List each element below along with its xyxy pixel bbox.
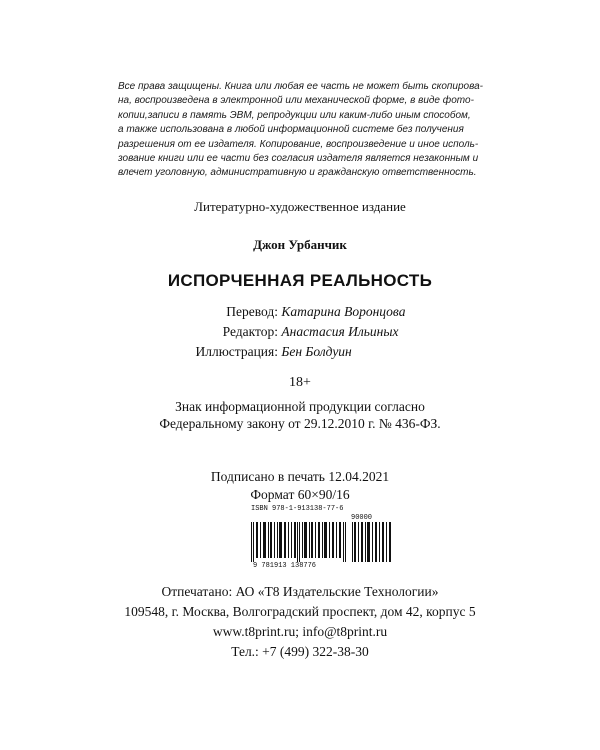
printer-name: Отпечатано: АО «Т8 Издательские Технологии» (161, 584, 439, 599)
paper-format: Формат 60×90/16 (250, 487, 350, 502)
isbn-barcode (251, 505, 393, 571)
copyright-line: а также использована в любой информационной системе без получения (118, 124, 464, 136)
age-rating: 18+ (289, 375, 311, 390)
signed-date: Подписано в печать 12.04.2021 (210, 469, 390, 484)
barcode-addon-bars (352, 522, 392, 562)
copyright-notice (118, 80, 493, 181)
info-product-sign (0, 398, 600, 432)
author-name: Джон Урбанчик (253, 237, 347, 252)
credit-name: Бен Болдуин (281, 344, 352, 359)
credits-block (0, 302, 600, 362)
barcode-digits: 9 781913 138776 (253, 562, 317, 570)
credit-role: Редактор: (222, 324, 278, 339)
printer-info (0, 582, 600, 662)
credit-editor (0, 322, 600, 342)
credit-role: Иллюстрация: (195, 344, 278, 359)
sign-line: Знак информационной продукции согласно (175, 399, 425, 414)
copyright-line: разрешения от ее издателя. Копирование, воспроизведение и иное исполь- (118, 138, 479, 150)
print-info (0, 468, 600, 504)
copyright-line: зование книги или ее части без согласия издателя является незаконным и (118, 153, 479, 165)
copyright-line: на, воспроизведена в электронной или механической форме, в виде фото- (118, 95, 474, 107)
isbn-label: ISBN 978-1-913138-77-6 (251, 505, 344, 513)
barcode-bars (251, 522, 347, 562)
credit-translator (0, 302, 600, 322)
printer-address: 109548, г. Москва, Волгоградский проспект, дом 42, корпус 5 (124, 604, 476, 619)
credit-illustrator (0, 342, 600, 362)
barcode-addon-number: 90000 (351, 514, 373, 522)
copyright-line: Все права защищены. Книга или любая ее часть не может быть скопирова- (118, 81, 483, 92)
copyright-line: копии,записи в память ЭВМ, репродукции или каким-либо иным способом, (118, 109, 471, 121)
credit-role: Перевод: (226, 304, 278, 319)
copyright-line: влечет уголовную, административную и гражданскую ответственность. (118, 167, 477, 179)
printer-phone: Тел.: +7 (499) 322-38-30 (231, 644, 369, 659)
credit-name: Анастасия Ильиных (281, 324, 399, 339)
book-title: ИСПОРЧЕННАЯ РЕАЛЬНОСТЬ (167, 271, 433, 290)
edition-type: Литературно-художественное издание (194, 199, 406, 214)
sign-line: Федеральному закону от 29.12.2010 г. № 436-ФЗ. (159, 416, 441, 431)
printer-web: www.t8print.ru; info@t8print.ru (212, 624, 388, 639)
credit-name: Катарина Воронцова (281, 304, 406, 319)
